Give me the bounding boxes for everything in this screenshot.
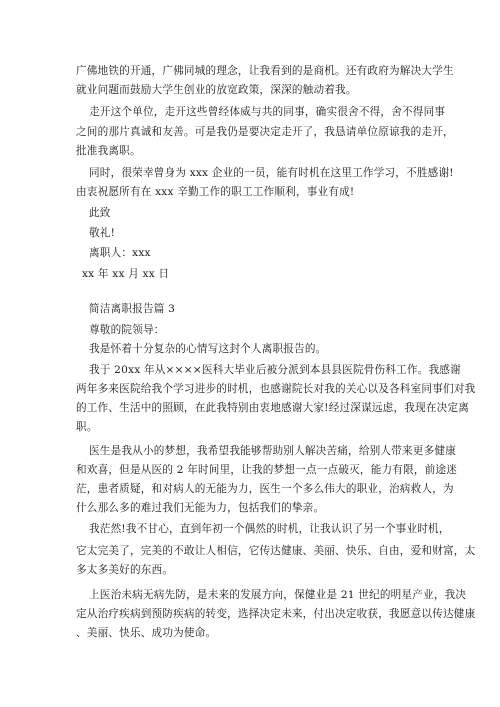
paragraph-line: 就业问题而鼓励大学生创业的放宽政策，深深的触动着我。	[76, 84, 357, 96]
paragraph-line: 和欢喜，但是从医的 2 年时间里，让我的梦想一点一点破灭，能力有限，前途迷	[76, 464, 458, 476]
paragraph-line: 广佛地铁的开通，广佛同城的理念，让我看到的是商机。还有政府为解决大学生	[76, 65, 454, 77]
paragraph-line: 我茫然!我不甘心，直到年初一个偶然的时机，让我认识了另一个事业时机，	[89, 523, 450, 535]
salutation: 敬礼!	[89, 227, 116, 239]
signature-date: xx 年 xx 月 xx 日	[82, 268, 170, 280]
paragraph-line: 定从治疗疾病到预防疾病的转变，选择决定未来，付出决定收获，我愿意以传达健康	[76, 608, 476, 620]
paragraph-line: 我是怀着十分复杂的心情写这封个人离职报告的。	[89, 343, 327, 355]
paragraph-line: 我于 20xx 年从××××医科大毕业后被分派到本县县医院骨伤科工作。我感谢	[89, 364, 461, 376]
paragraph-line: 什么那么多的难过我们无能为力，包括我们的挚亲。	[76, 502, 325, 514]
paragraph-line: 两年多来医院给我个学习进步的时机，也感谢院长对我的关心以及各科室同事们对我	[76, 383, 476, 395]
paragraph-line: 职。	[76, 421, 98, 433]
paragraph-line: 茫，患者质疑，和对病人的无能为力，医生一个多么伟大的职业，治病救人，为	[76, 483, 454, 495]
paragraph-line: 、美丽、快乐、成功为使命。	[76, 627, 217, 639]
paragraph-line: 由衷祝愿所有在 xxx 辛勤工作的职工工作顺利，事业有成!	[76, 186, 355, 198]
paragraph-line: 它太完美了，完美的不敢让人相信，它传达健康、美丽、快乐、自由，爱和财富，太	[76, 545, 476, 557]
signature-name: 离职人：xxx	[89, 247, 151, 259]
paragraph-line: 批准我离职。	[76, 145, 141, 157]
greeting: 尊敬的院领导：	[89, 324, 165, 336]
paragraph-line: 之间的那片真诚和友善。可是我仍是要决定走开了，我恳请单位原谅我的走开，	[76, 126, 454, 138]
paragraph-line: 多太多美好的东西。	[76, 564, 174, 576]
paragraph-line: 同时，很荣幸曾身为 xxx 企业的一员，能有时机在这里工作学习，不胜感谢!	[89, 167, 454, 179]
paragraph-line: 上医治未病无病先防，是未来的发展方向，保健业是 21 世纪的明星产业，我决	[89, 589, 467, 601]
paragraph-line: 走开这个单位，走开这些曾经体威与共的同事，确实很舍不得，舍不得同事	[89, 106, 446, 118]
paragraph-line: 医生是我从小的梦想，我希望我能够帮助别人解决苦痛，给别人带来更多健康	[89, 445, 456, 457]
salutation: 此致	[89, 207, 111, 219]
paragraph-line: 的工作、生活中的照顾，在此我特别由衷地感谢大家!经过深谋远虑，我现在决定离	[76, 402, 470, 414]
section-title: 简洁离职报告篇 3	[89, 303, 176, 315]
